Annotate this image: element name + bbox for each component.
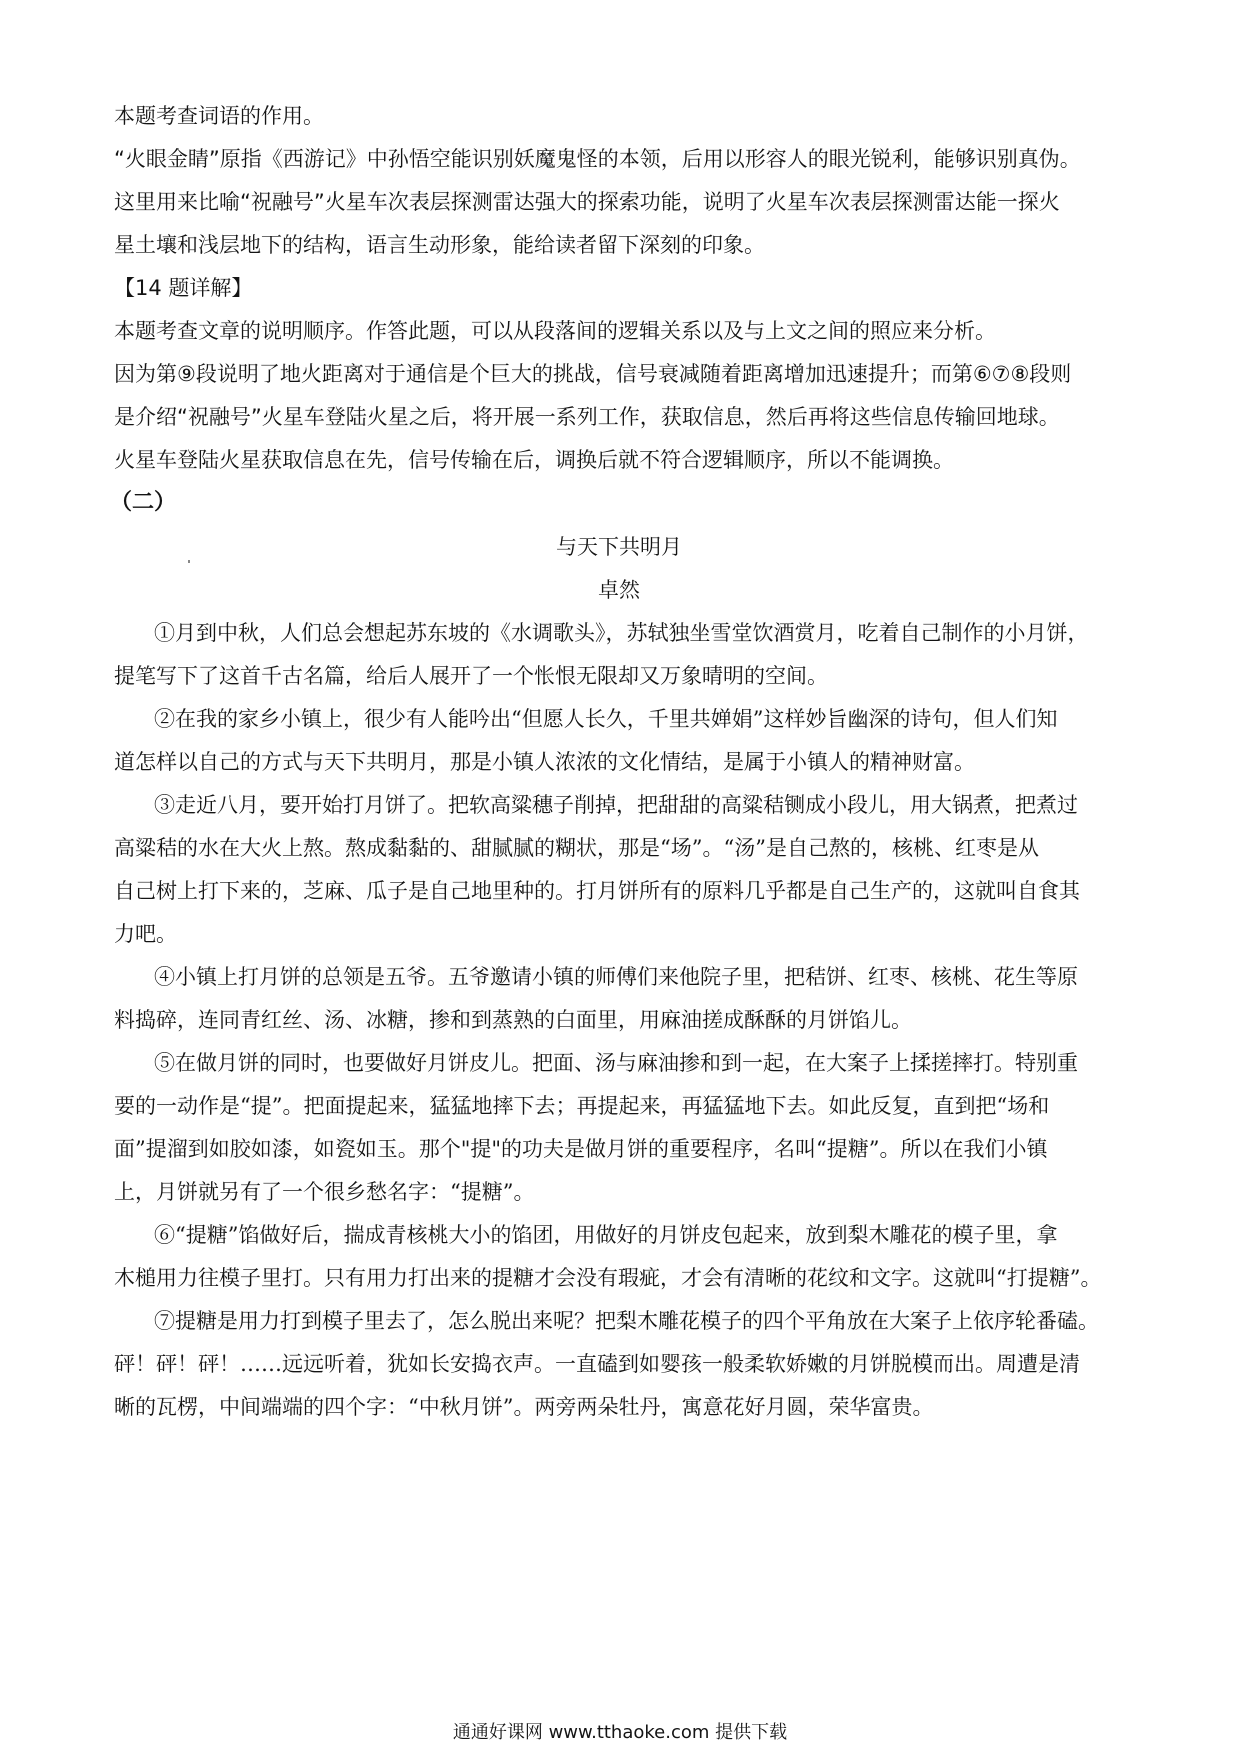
paragraph-4-line-2: 料捣碎，连同青红丝、汤、冰糖，掺和到蒸熟的白面里，用麻油搓成酥酥的月饼馅儿。 [114, 1008, 912, 1032]
paragraph-3-line-4: 力吧。 [114, 922, 177, 946]
paragraph-3-line-2: 高粱秸的水在大火上熬。熬成黏黏的、甜腻腻的糊状，那是“场”。“汤”是自己熬的，核桃、红枣是从 [114, 836, 1039, 860]
scan-speck [188, 560, 190, 563]
q14-line-3: 是介绍“祝融号”火星车登陆火星之后，将开展一系列工作，获取信息，然后再将这些信息传输回地球。 [114, 405, 1060, 429]
paragraph-7-line-3: 晰的瓦楞，中间端端的四个字：“中秋月饼”。两旁两朵牡丹，寓意花好月圆，荣华富贵。 [114, 1395, 934, 1419]
paragraph-4-line-1: ④小镇上打月饼的总领是五爷。五爷邀请小镇的师傅们来他院子里，把秸饼、红枣、核桃、花生等原 [154, 965, 1078, 989]
document-page [110, 0, 1124, 1754]
q14-heading: 【14 题详解】 [114, 276, 253, 300]
paragraph-5-line-4: 上，月饼就另有了一个很乡愁名字：“提糖”。 [114, 1180, 535, 1204]
paragraph-6-line-2: 木槌用力往模子里打。只有用力打出来的提糖才会没有瑕疵，才会有清晰的花纹和文字。这就叫“打提糖”。 [114, 1266, 1102, 1290]
paragraph-5-line-2: 要的一动作是“提”。把面提起来，猛猛地摔下去；再提起来，再猛猛地下去。如此反复，直到把“场和 [114, 1094, 1050, 1118]
q14-line-4: 火星车登陆火星获取信息在先，信号传输在后，调换后就不符合逻辑顺序，所以不能调换。 [114, 448, 954, 472]
q13-line-1: 本题考查词语的作用。 [114, 104, 324, 128]
paragraph-3-line-1: ③走近八月，要开始打月饼了。把软高粱穗子削掉，把甜甜的高粱秸铡成小段儿，用大锅煮，把煮过 [154, 793, 1078, 817]
section-label: （二） [110, 490, 177, 515]
q14-line-2: 因为第⑨段说明了地火距离对于通信是个巨大的挑战，信号衰减随着距离增加迅速提升；而第⑥⑦⑧段则 [114, 362, 1072, 386]
paragraph-3-line-3: 自己树上打下来的，芝麻、瓜子是自己地里种的。打月饼所有的原料几乎都是自己生产的，这就叫自食其 [114, 879, 1080, 903]
paragraph-5-line-3: 面”提溜到如胶如漆，如瓷如玉。那个"提"的功夫是做月饼的重要程序，名叫“提糖”。所以在我们小镇 [114, 1137, 1048, 1161]
article-title: 与天下共明月 [556, 535, 682, 559]
q13-line-2: “火眼金睛”原指《西游记》中孙悟空能识别妖魔鬼怪的本领，后用以形容人的眼光锐利，能够识别真伪。 [114, 147, 1081, 171]
footer-watermark: 通通好课网 www.tthaoke.com 提供下载 [452, 1722, 788, 1743]
q13-line-4: 星土壤和浅层地下的结构，语言生动形象，能给读者留下深刻的印象。 [114, 233, 765, 257]
paragraph-5-line-1: ⑤在做月饼的同时，也要做好月饼皮儿。把面、汤与麻油掺和到一起，在大案子上揉搓摔打。特别重 [154, 1051, 1078, 1075]
paragraph-2-line-1: ②在我的家乡小镇上，很少有人能吟出“但愿人长久，千里共婵娟”这样妙旨幽深的诗句，但人们知 [154, 707, 1058, 731]
paragraph-7-line-1: ⑦提糖是用力打到模子里去了，怎么脱出来呢？把梨木雕花模子的四个平角放在大案子上依序轮番磕。 [154, 1309, 1099, 1333]
paragraph-7-line-2: 砰！砰！砰！……远远听着，犹如长安捣衣声。一直磕到如婴孩一般柔软娇嫩的月饼脱模而出。周遭是清 [114, 1352, 1080, 1376]
paragraph-6-line-1: ⑥“提糖”馅做好后，揣成青核桃大小的馅团，用做好的月饼皮包起来，放到梨木雕花的模子里，拿 [154, 1223, 1058, 1247]
q14-line-1: 本题考查文章的说明顺序。作答此题，可以从段落间的逻辑关系以及与上文之间的照应来分析。 [114, 319, 996, 343]
article-author: 卓然 [598, 578, 640, 602]
paragraph-1-line-1: ①月到中秋，人们总会想起苏东坡的《水调歌头》，苏轼独坐雪堂饮酒赏月，吃着自己制作的小月饼， [154, 621, 1089, 645]
paragraph-1-line-2: 提笔写下了这首千古名篇，给后人展开了一个怅恨无限却又万象晴明的空间。 [114, 664, 828, 688]
paragraph-2-line-2: 道怎样以自己的方式与天下共明月，那是小镇人浓浓的文化情结，是属于小镇人的精神财富。 [114, 750, 975, 774]
q13-line-3: 这里用来比喻“祝融号”火星车次表层探测雷达强大的探索功能，说明了火星车次表层探测雷达能一探火 [114, 190, 1060, 214]
